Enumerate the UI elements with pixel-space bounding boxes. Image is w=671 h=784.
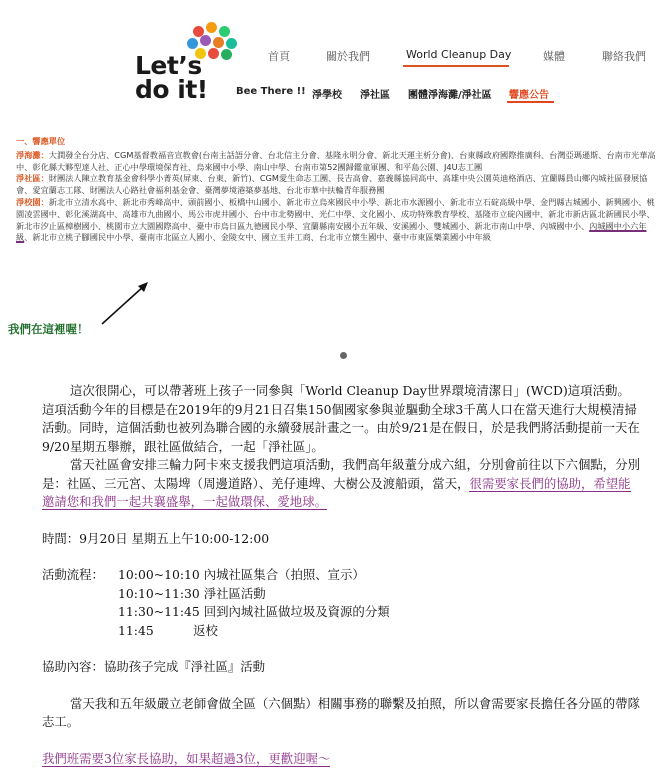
subnav-group-beach[interactable]: 團體淨海灘/淨社區 [408, 90, 492, 101]
nav-world-cleanup-day[interactable]: World Cleanup Day [406, 48, 512, 61]
subnav-active-indicator [507, 101, 554, 103]
highlighted-school: 內城國中小六年級 [16, 220, 647, 243]
flow-item: 11:30~11:45 回到內城社區做垃圾及資源的分類 [118, 604, 390, 619]
time-label: 時間： [42, 530, 80, 546]
sponsor-heading: 一、響應單位 [16, 136, 66, 146]
logo-line-1: Let’s [135, 51, 202, 80]
letter-para-2 [42, 456, 642, 512]
lets-do-it-logo[interactable] [133, 20, 243, 108]
sponsor-label: 淨社區： [16, 173, 49, 184]
subnav-announcement[interactable]: 響應公告 [509, 90, 549, 101]
sponsor-text: 大潤發全台分店、CGM基督教福音宣教會(台南主話語分會、台北信主分會、基隆永明分會、新北天運主析分會)、台東縣政府國際推廣科、台灣亞瑪遜斯、台南市光華高中、彰化縣大夥型達人社、正心中學環境保育社、烏來國中小學、南山中學、台南市第52團歸鑑童軍團、和平島公園、J4U志工團 [16, 149, 656, 172]
sponsor-list [16, 136, 662, 244]
nav-about[interactable]: 關於我們 [326, 50, 370, 63]
subnav-school[interactable]: 淨學校 [312, 90, 342, 101]
sponsor-label: 淨校園： [16, 196, 49, 207]
time-line [42, 530, 642, 549]
sponsor-text: 財團法人陳立教育基金會科學小菁英(屏東、台東、新竹)、CGM愛生命志工團、長吉高會、嘉義縣協同高中、高雄中央公園英迪格酒店、宜蘭縣員山鄉內城社區發展協會、愛宜蘭志工隊、財團法人心路社會福利基金會、臺灣夢境港築夢基地、台北市華中扶輪青年服務團 [16, 173, 648, 196]
nav-media[interactable]: 媒體 [543, 50, 565, 63]
nav-active-indicator [403, 65, 509, 67]
para-2-text: 當天社區會安排三輪力阿卡來支援我們這項活動，我們高年級蕫分成六組，分別會前往以下六個點，分別是：社區、三元宮、太陽埤（周邊道路）、羌仔連埤、大樹公及渡船頭，當天， [42, 457, 640, 491]
sponsor-label: 淨海灘： [16, 149, 49, 160]
time-value: 9月20日 星期五上午10:00-12:00 [79, 530, 270, 546]
letter-para-1: 這次很開心，可以帶著班上孩子一同參與「World Cleanup Day世界環境清潔日」(WCD)這項活動。這項活動今年的目標是在2019年的9月21日召集150個國家參與並驅動全球3千萬人口在當天進行大規模清掃活動。同時，這個活動也被列為聯合國的永續發展計畫之一。由於9/21是在假日，於是我們將活動提前一天在9/20星期五舉辦，跟社區做結合，一起「淨社區」。 [42, 383, 640, 454]
nav-contact[interactable]: 聯絡我們 [602, 50, 646, 63]
site-header [0, 0, 671, 110]
flow-label: 活動流程： [42, 567, 104, 582]
closing-line [42, 750, 642, 769]
schedule [42, 566, 642, 640]
nav-home[interactable]: 首頁 [268, 50, 290, 63]
sponsor-row-community [16, 173, 662, 197]
pointer-arrow-icon [100, 280, 152, 328]
sponsor-text: 、新北市立桃子腳國民中小學、臺南市北區立人國小、金陵女中、國立玉井工商、台北市立懷生國中、臺中市東區樂業國小中年級 [24, 232, 491, 243]
para-2-highlight: 很需要家長們的協助，希望能邀請您和我們一起共襄盛舉，一起做環保、愛地球。 [42, 475, 631, 509]
subnav-community[interactable]: 淨社區 [360, 90, 390, 101]
assist-line: 協助內容：協助孩子完成『淨社區』活動 [42, 659, 266, 674]
closing-text: 我們班需要3位家長協助，如果超過3位，更歡迎喔～ [42, 750, 331, 766]
subnav-bee-there[interactable]: Bee There !! [236, 86, 306, 97]
annotation-note: 我們在這裡喔！ [8, 322, 89, 336]
flow-item: 10:00~10:10 內城社區集合（拍照、宣示） [118, 567, 365, 582]
flow-item: 11:45 返校 [118, 622, 218, 638]
flow-item: 10:10~11:30 淨社區活動 [118, 585, 266, 601]
carousel-dot[interactable] [340, 352, 347, 359]
letter-para-3: 當天我和五年級嚴立老師會做全區（六個點）相關事務的聯繫及拍照，所以會需要家長擔任各分區的帶隊志工。 [42, 695, 640, 729]
sponsor-row-school [16, 197, 662, 244]
sponsor-text: 新北市立清水高中、新北市秀峰高中、頭前國小、板橋中山國小、新北市立烏來國民中小學、新北市水源國小、新北市立石碇高級中學、金門縣古城國小、新興國小、桃園凌雲國中、彰化溪湖高中、高雄市九曲國小、馬公市虎井國小、台中市北勢國中、光仁中學、文化國小、成功特殊教育學校、基隆市立碇內國中、新北市新店區北新國民小學、新北市汐止區樟樹國小、桃園市立大園國際高中、臺中市烏日區九德國民小學、宜蘭縣南安國小五年級、安溪國小、雙城國小、新北市南山中學、內城國中小、 [16, 196, 655, 231]
letter-body [42, 382, 642, 768]
logo-line-2: do it! [135, 75, 208, 104]
sponsor-row-beach [16, 150, 662, 174]
